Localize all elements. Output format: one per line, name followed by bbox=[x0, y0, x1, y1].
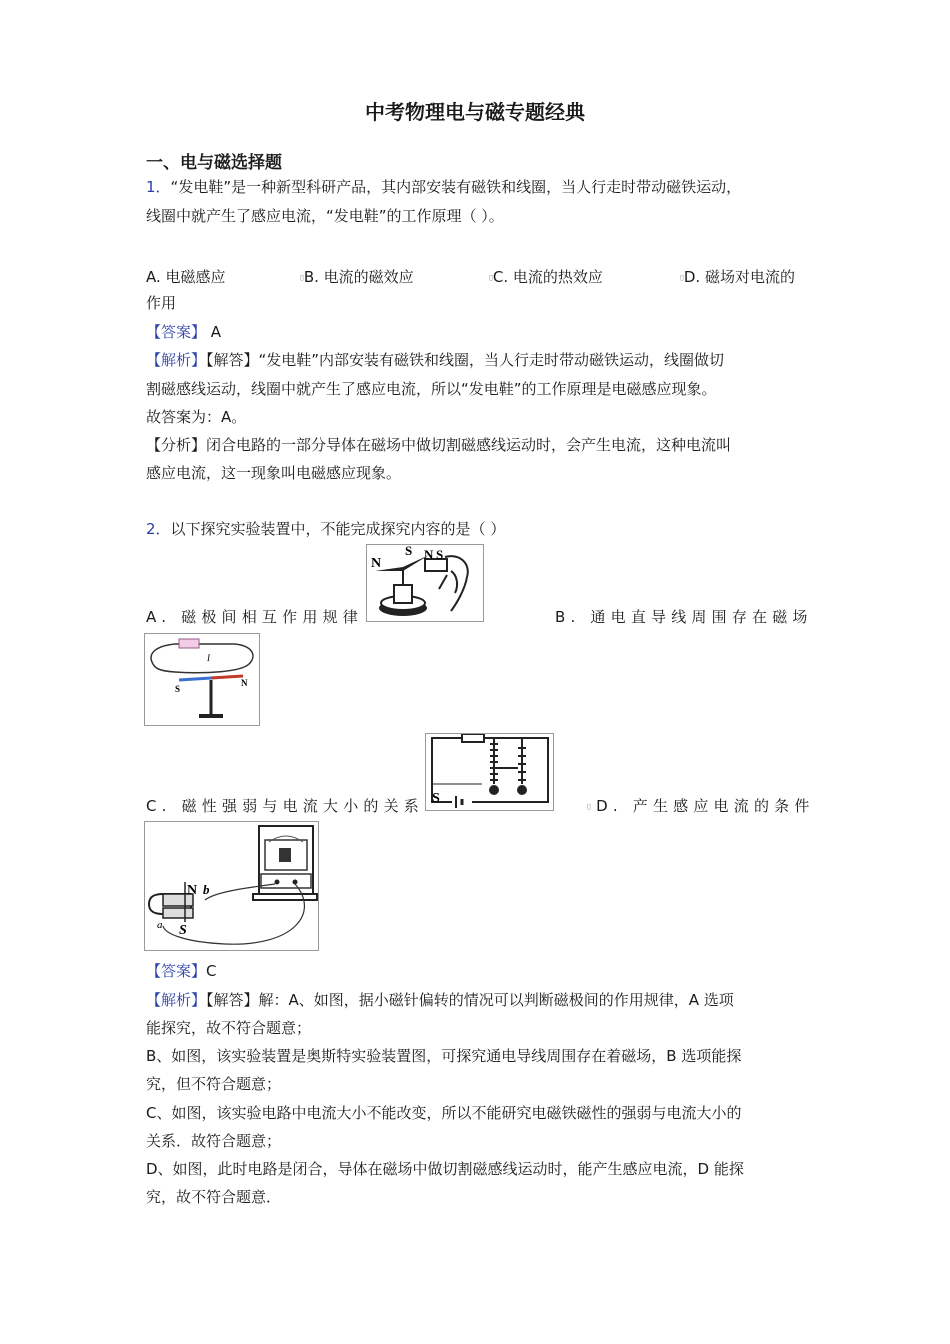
q2-answer bbox=[146, 957, 217, 986]
q2-analysis-line-4: 究，但不符合题意； bbox=[146, 1075, 282, 1093]
q1-analysis-line-4: 【分析】闭合电路的一部分导体在磁场中做切割磁感线运动时，会产生电流，这种电流叫 bbox=[146, 436, 732, 454]
q1-option-c bbox=[489, 266, 603, 287]
q1-analysis-line-1 bbox=[146, 346, 724, 375]
q1-analysis-tag: 【解析】 bbox=[146, 351, 207, 369]
q2-number: 2． bbox=[146, 520, 171, 538]
q2-analysis-line-3: B、如图，该实验装置是奥斯特实验装置图，可探究通电导线周围存在着磁场，B 选项能探 bbox=[146, 1047, 742, 1065]
q1-option-d bbox=[680, 266, 795, 287]
q2-analysis-text-1: 【解答】解：A、如图，据小磁针偏转的情况可以判断磁极间的作用规律，A 选项 bbox=[206, 991, 734, 1009]
figure-c-label: S bbox=[432, 791, 440, 806]
q1-stem-line-2: 线圈中就产生了感应电流，“发电鞋”的工作原理（ ）。 bbox=[146, 207, 504, 225]
q1-option-a: A. 电磁感应 bbox=[146, 268, 226, 286]
q2-option-d bbox=[587, 795, 815, 816]
q1-number: 1． bbox=[146, 178, 171, 196]
q2-answer-value: C bbox=[206, 962, 217, 980]
q1-analysis-line-2: 割磁感线运动，线圈中就产生了感应电流，所以“发电鞋”的工作原理是电磁感应现象。 bbox=[146, 380, 717, 398]
q2-option-a: A. 磁极间相互作用规律 bbox=[146, 608, 363, 626]
q2-stem bbox=[146, 515, 505, 544]
q1-answer bbox=[146, 318, 221, 347]
q1-stem-line-1 bbox=[146, 173, 741, 202]
q2-option-d-text: D. 产生感应电流的条件 bbox=[596, 797, 815, 815]
q1-analysis-text-1: 【解答】“发电鞋”内部安装有磁铁和线圈，当人行走时带动磁铁运动，线圈做切 bbox=[206, 351, 725, 369]
figure-d-label: a bbox=[157, 919, 163, 931]
figure-d-label: b bbox=[203, 882, 210, 897]
q2-analysis-line-5: C、如图，该实验电路中电流大小不能改变，所以不能研究电磁铁磁性的强弱与电流大小的 bbox=[146, 1104, 742, 1122]
section-heading: 一、电与磁选择题 bbox=[146, 153, 282, 173]
figure-a-label: N bbox=[371, 556, 382, 571]
q1-answer-value: A bbox=[210, 323, 222, 341]
q2-analysis-line-7: D、如图，此时电路是闭合，导体在磁场中做切割磁感线运动时，能产生感应电流，D 能探 bbox=[146, 1160, 744, 1178]
figure-oersted-experiment bbox=[144, 633, 260, 726]
figure-magnet-poles-drawing bbox=[367, 545, 483, 621]
q2-analysis-line-2: 能探究，故不符合题意； bbox=[146, 1019, 312, 1037]
q1-option-b-text: B. 电流的磁效应 bbox=[303, 268, 414, 286]
q1-answer-tag: 【答案】 bbox=[146, 323, 207, 341]
q1-option-b bbox=[300, 266, 414, 287]
q1-stem-text-1: “发电鞋”是一种新型科研产品，其内部安装有磁铁和线圈，当人行走时带动磁铁运动， bbox=[170, 178, 742, 196]
q2-analysis-line-1 bbox=[146, 986, 734, 1015]
q2-option-c: C. 磁性强弱与电流大小的关系 bbox=[146, 797, 425, 815]
q1-option-d-continued: 作用 bbox=[146, 294, 177, 312]
figure-a-label: S bbox=[405, 545, 413, 558]
q2-option-b: B. 通电直导线周围存在磁场 bbox=[555, 608, 813, 626]
page-title: 中考物理电与磁专题经典 bbox=[365, 100, 585, 124]
q1-analysis-line-5: 感应电流，这一现象叫电磁感应现象。 bbox=[146, 464, 402, 482]
q2-stem-text: 以下探究实验装置中，不能完成探究内容的是（ ） bbox=[170, 520, 506, 538]
figure-oersted-experiment-drawing bbox=[145, 634, 259, 725]
figure-b-label: N bbox=[241, 678, 248, 688]
figure-b-label: I bbox=[207, 653, 210, 663]
q1-option-c-text: C. 电流的热效应 bbox=[492, 268, 603, 286]
figure-magnet-poles bbox=[366, 544, 484, 622]
figure-electromagnet-circuit bbox=[425, 733, 554, 811]
q2-analysis-line-6: 关系．故符合题意； bbox=[146, 1132, 282, 1150]
figure-d-label: S bbox=[179, 923, 187, 938]
q2-analysis-tag: 【解析】 bbox=[146, 991, 207, 1009]
box-mark-icon: ▯ bbox=[489, 273, 493, 282]
figure-electromagnet-circuit-drawing bbox=[426, 734, 553, 810]
q2-answer-tag: 【答案】 bbox=[146, 962, 207, 980]
figure-a-label: N bbox=[424, 547, 434, 562]
q1-option-d-text: D. 磁场对电流的 bbox=[683, 268, 795, 286]
figure-induction-experiment bbox=[144, 821, 319, 951]
figure-d-label: N bbox=[187, 883, 198, 898]
figure-a-label: S bbox=[436, 547, 444, 562]
q2-analysis-line-8: 究，故不符合题意． bbox=[146, 1188, 282, 1206]
q1-analysis-line-3: 故答案为：A。 bbox=[146, 408, 247, 426]
figure-b-label: S bbox=[175, 684, 181, 694]
figure-induction-experiment-drawing bbox=[145, 822, 318, 950]
box-mark-icon: ▯ bbox=[300, 273, 304, 282]
box-mark-icon: ▯ bbox=[587, 802, 597, 811]
box-mark-icon: ▯ bbox=[680, 273, 684, 282]
